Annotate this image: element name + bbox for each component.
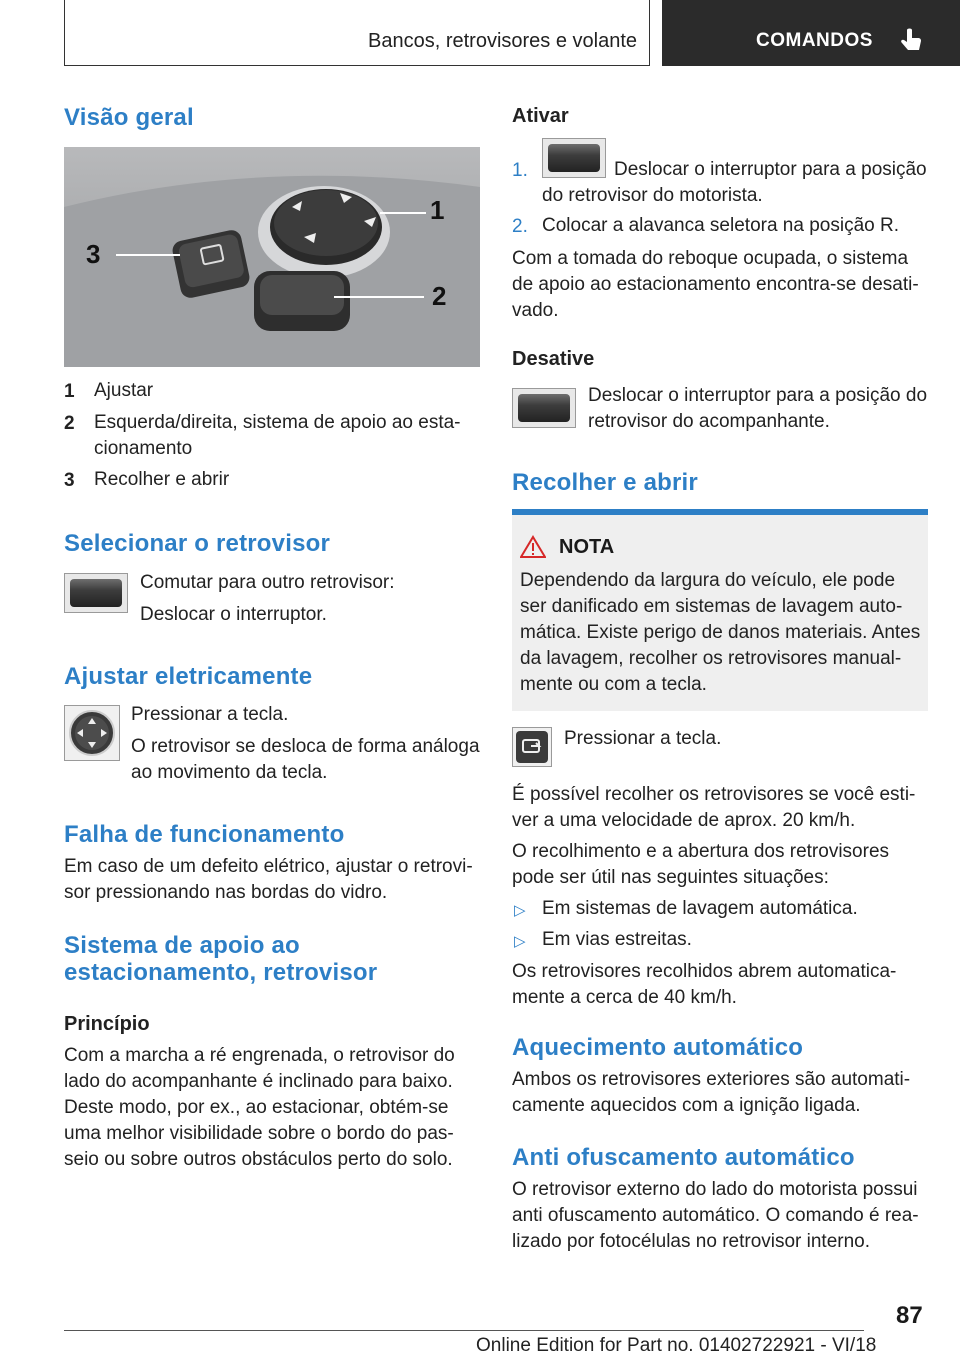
useful-text-2: pode ser útil nas seguintes situações:: [512, 867, 829, 888]
note-text-3: mática. Existe perigo de danos materiais. Antes: [520, 622, 921, 643]
step2-text: Colocar a alavanca seletora na posição R.: [542, 215, 899, 236]
mirror-switch-illustration: [64, 147, 480, 367]
towing-text-2: de apoio ao estacionamento encontra-se desati-: [512, 274, 919, 295]
towing-text-3: vado.: [512, 300, 559, 321]
auto-open-text-1: Os retrovisores recolhidos abrem automatica-: [512, 961, 897, 982]
select-text-1: Comutar para outro retrovisor:: [140, 572, 395, 593]
header-section-title: Bancos, retrovisores e volante: [368, 30, 638, 52]
useful-text-1: O recolhimento e a abertura dos retrovisores: [512, 841, 890, 862]
antidazzle-text-3: lizado por fotocélulas no retrovisor interno.: [512, 1231, 871, 1252]
footer-edition: Online Edition for Part no. 01402722921 - VI/18: [476, 1335, 877, 1356]
park-assist-heading-line2: estacionamento, retrovisor: [64, 959, 378, 986]
legend-num-1: 1: [64, 381, 75, 402]
fold-press-text: Pressionar a tecla.: [564, 728, 722, 749]
page-number: 87: [896, 1302, 923, 1329]
select-text-2: Deslocar o interruptor.: [140, 604, 327, 625]
heating-heading: Aquecimento automático: [512, 1034, 804, 1061]
principle-heading: Princípio: [64, 1013, 150, 1035]
principle-text-2: lado do acompanhante é inclinado para baixo.: [64, 1071, 453, 1092]
callout-2: 2: [432, 281, 447, 311]
principle-text-5: seio ou sobre outros obstáculos perto do solo.: [64, 1149, 453, 1170]
fold-button-icon: [512, 727, 552, 767]
callout-3: 3: [86, 239, 101, 269]
legend-num-3: 3: [64, 470, 75, 491]
step1-text-2: do retrovisor do motorista.: [542, 185, 763, 206]
principle-text-3: Deste modo, por ex., ao estacionar, obtém-se: [64, 1097, 449, 1118]
overview-heading: Visão geral: [64, 104, 194, 131]
legend-text-2-line1: Esquerda/direita, sistema de apoio ao esta-: [94, 412, 461, 433]
park-assist-heading-line1: Sistema de apoio ao: [64, 932, 300, 959]
callout-1: 1: [430, 195, 445, 225]
select-mirror-heading: Selecionar o retrovisor: [64, 530, 331, 557]
antidazzle-text-2: anti ofuscamento automático. O comando é rea-: [512, 1205, 919, 1226]
heating-text-1: Ambos os retrovisores exteriores são automati-: [512, 1069, 911, 1090]
fault-heading: Falha de funcionamento: [64, 821, 345, 848]
step2-number: 2.: [512, 216, 528, 237]
legend-text-1: Ajustar: [94, 380, 154, 401]
auto-open-text-2: mente a cerca de 40 km/h.: [512, 987, 737, 1008]
bullet-triangle-icon: ▷: [514, 933, 526, 950]
principle-text-1: Com a marcha a ré engrenada, o retrovisor do: [64, 1045, 455, 1066]
note-text-5: mente ou com a tecla.: [520, 674, 707, 695]
legend-text-2-line2: cionamento: [94, 438, 193, 459]
adjust-text-2: O retrovisor se desloca de forma análoga: [131, 736, 480, 757]
step1-text-1: Deslocar o interruptor para a posição: [614, 159, 927, 180]
legend-num-2: 2: [64, 413, 75, 434]
activate-heading: Ativar: [512, 105, 569, 127]
deactivate-heading: Desative: [512, 348, 595, 370]
direction-pad-icon: [65, 706, 119, 760]
mirror-fold-icon: [513, 728, 551, 766]
adjust-pad-icon: [64, 705, 120, 761]
adjust-text-1: Pressionar a tecla.: [131, 704, 289, 725]
fold-info-text-1: É possível recolher os retrovisores se você esti-: [512, 784, 916, 805]
selector-switch-icon: [64, 573, 128, 613]
selector-switch-driver-icon: [542, 138, 606, 178]
step1-number: 1.: [512, 160, 528, 181]
fault-text-2: sor pressionando nas bordas do vidro.: [64, 882, 388, 903]
footer-divider: [64, 1330, 864, 1331]
heating-text-2: camente aquecidos com a ignição ligada.: [512, 1095, 861, 1116]
note-text-1: Dependendo da largura do veículo, ele pode: [520, 570, 896, 591]
antidazzle-heading: Anti ofuscamento automático: [512, 1144, 855, 1171]
chapter-tab-label: COMANDOS: [756, 30, 873, 51]
fold-heading: Recolher e abrir: [512, 469, 698, 496]
towing-text-1: Com a tomada do reboque ocupada, o sistema: [512, 248, 909, 269]
principle-text-4: uma melhor visibilidade sobre o bordo do pas-: [64, 1123, 454, 1144]
note-title: NOTA: [559, 536, 615, 558]
bullet-item-1: Em sistemas de lavagem automática.: [542, 898, 858, 919]
fold-info-text-2: ver a uma velocidade de aprox. 20 km/h.: [512, 810, 856, 831]
selector-switch-passenger-icon: [512, 388, 576, 428]
header-chapter-tab: [662, 0, 960, 66]
deactivate-text-2: retrovisor do acompanhante.: [588, 411, 830, 432]
legend-text-3: Recolher e abrir: [94, 469, 230, 490]
mirror-control-photo: [64, 147, 480, 367]
fault-text-1: Em caso de um defeito elétrico, ajustar o retrovi-: [64, 856, 473, 877]
adjust-heading: Ajustar eletricamente: [64, 663, 313, 690]
touch-hand-icon: [896, 26, 926, 56]
bullet-triangle-icon: ▷: [514, 902, 526, 919]
note-text-2: ser danificado em sistemas de lavagem auto-: [520, 596, 903, 617]
deactivate-text-1: Deslocar o interruptor para a posição do: [588, 385, 928, 406]
note-text-4: da lavagem, recolher os retrovisores manual-: [520, 648, 902, 669]
antidazzle-text-1: O retrovisor externo do lado do motorista possui: [512, 1179, 918, 1200]
adjust-text-3: ao movimento da tecla.: [131, 762, 328, 783]
warning-triangle-icon: [520, 535, 546, 559]
bullet-item-2: Em vias estreitas.: [542, 929, 692, 950]
